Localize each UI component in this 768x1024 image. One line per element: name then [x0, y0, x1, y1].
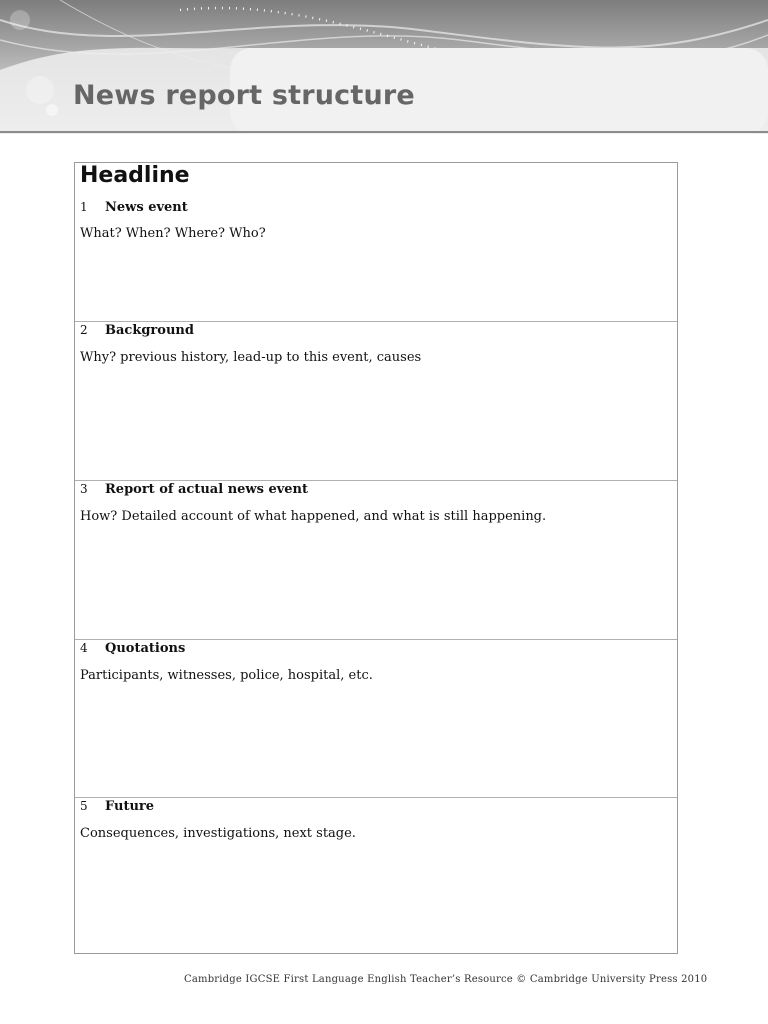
section-description: What? When? Where? Who?: [80, 226, 266, 241]
section-future: [75, 797, 677, 952]
section-title: News event: [105, 200, 188, 215]
section-background: [75, 321, 677, 480]
header-banner: [0, 0, 768, 134]
section-number: 1: [80, 200, 88, 214]
section-number: 5: [80, 799, 88, 813]
section-heading: [80, 641, 185, 656]
section-number: 2: [80, 323, 88, 337]
copyright-footer: Cambridge IGCSE First Language English Teacher’s Resource © Cambridge University Press 2010: [184, 974, 708, 985]
section-number: 3: [80, 482, 88, 496]
section-title: Background: [105, 323, 194, 338]
headline-label: Headline: [80, 163, 190, 188]
section-heading: [80, 323, 194, 338]
section-description: How? Detailed account of what happened, and what is still happening.: [80, 509, 547, 524]
section-title: Future: [105, 799, 155, 814]
section-description: Participants, witnesses, police, hospital, etc.: [80, 668, 373, 683]
section-news-event: [75, 163, 677, 321]
news-report-template-table: [74, 162, 678, 954]
page-title: News report structure: [73, 80, 415, 111]
section-heading: [80, 200, 188, 215]
section-heading: [80, 799, 154, 814]
section-heading: [80, 482, 308, 497]
section-quotations: [75, 639, 677, 797]
section-title: Report of actual news event: [105, 482, 308, 497]
section-report: [75, 480, 677, 639]
section-description: Why? previous history, lead-up to this event, causes: [80, 350, 422, 365]
banner-swirl-graphic: [0, 0, 768, 134]
section-title: Quotations: [105, 641, 186, 656]
section-number: 4: [80, 641, 88, 655]
banner-divider: [0, 131, 768, 133]
section-description: Consequences, investigations, next stage.: [80, 826, 356, 841]
